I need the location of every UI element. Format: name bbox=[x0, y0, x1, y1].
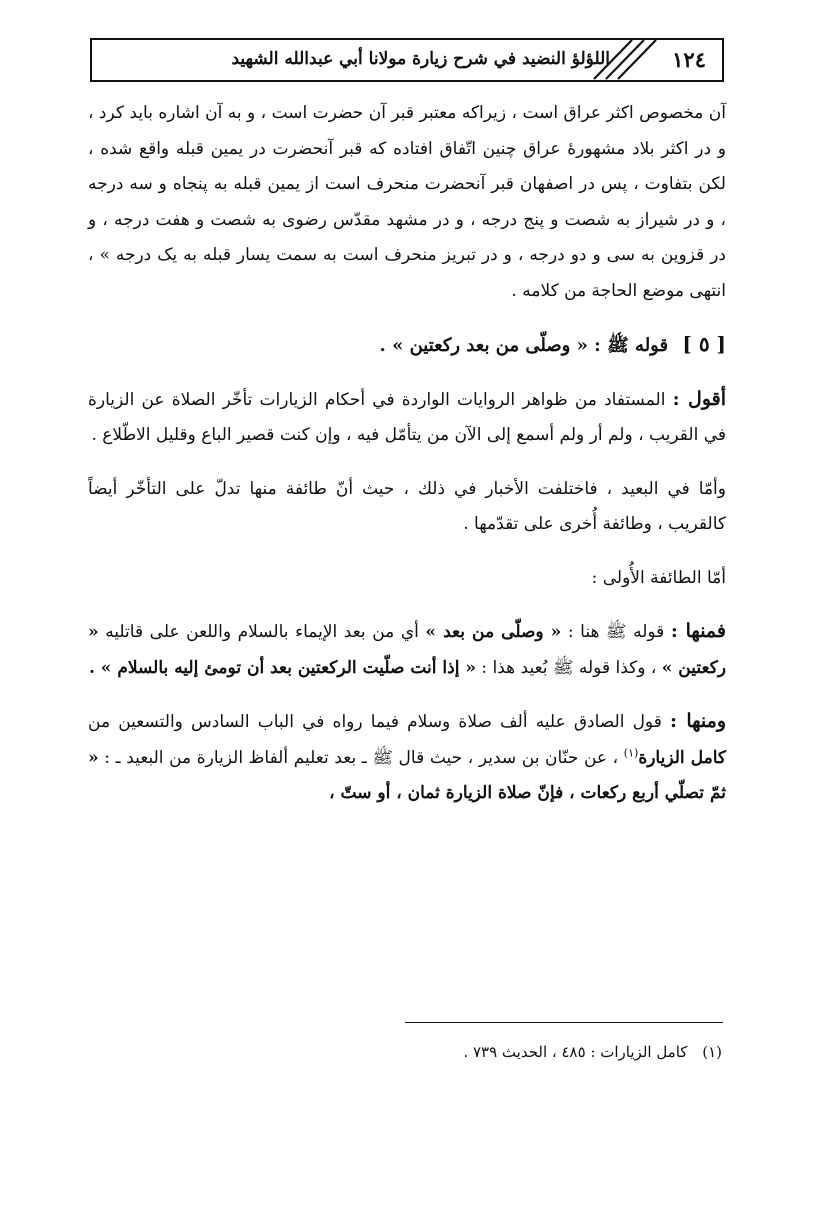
section-quote: « وصلّى من بعد ركعتين » . bbox=[379, 335, 588, 356]
section-heading bbox=[88, 327, 726, 364]
footnote-reference[interactable]: (١) bbox=[623, 745, 639, 759]
paragraph-text: المستفاد من ظواهر الروايات الواردة في أحكام الزيارات تأخّر الصلاة عن الزيارة في القريب ، ولم أر ولم أسمع إلى الآن من يتأمّل فيه ، وإن كنت قصير الباع وقليل الاطّلاع . bbox=[88, 389, 726, 445]
footnote-divider bbox=[405, 1022, 723, 1023]
quote-bold: « إذا أنت صلّيت الركعتين بعد أن تومئ إليه بالسلام » . bbox=[88, 657, 476, 678]
footnote bbox=[88, 1038, 722, 1066]
paragraph-text: قول الصادق عليه ألف صلاة وسلام فيما رواه في الباب السادس والتسعين من bbox=[88, 712, 662, 732]
page-body bbox=[88, 96, 726, 812]
running-header bbox=[90, 38, 724, 82]
paragraph-distant: وأمّا في البعيد ، فاختلفت الأخبار في ذلك ، حيث أنّ طائفة منها تدلّ على التأخّر أيضاً كالقريب ، وطائفة أُخرى على تقدّمها . bbox=[88, 478, 726, 534]
paragraph-fa-minha bbox=[88, 614, 726, 686]
paragraph-first-group: أمّا الطائفة الأُولى : bbox=[591, 567, 726, 588]
paragraph-text: قوله ﷺ هنا : bbox=[567, 622, 665, 642]
header-title: اللؤلؤ النضيد في شرح زيارة مولانا أبي عبدالله الشهيد bbox=[231, 49, 610, 69]
quote-bold: « وصلّى من بعد » bbox=[425, 622, 562, 642]
lead-word: ومنها : bbox=[670, 710, 727, 732]
quote-bold: « ثمّ تصلّي أربع ركعات ، فإنّ صلاة الزيارة ثمان ، أو ستّ ، bbox=[88, 747, 726, 803]
paragraph-aqulu bbox=[88, 382, 726, 454]
paragraph-wa-minha bbox=[88, 704, 726, 812]
page-number: ١٢٤ bbox=[672, 47, 706, 72]
section-number: [ ٥ ] bbox=[682, 332, 726, 356]
paragraph-persian-quote: آن مخصوص اكثر عراق است ، زيراكه معتبر قبر آن حضرت است ، و به آن اشاره بايد كرد ، و در اكثر بلاد مشهورهٔ عراق چنين اتّفاق افتاده كه قبر آنحضرت در يمين قبله واقع شده ، لكن بتفاوت ، پس در اصفهان قبر آنحضرت منحرف است از يمين قبله به پنجاه و سه درجه ، و در شيراز به شصت و پنج درجه ، و در مشهد مقدّس رضوى به شصت و هفت درجه ، و در قزوين به سى و دو درجه ، و در تبريز منحرف است به سمت يسار قبله به يک درجه » ، انتهى موضع الحاجة من كلامه . bbox=[88, 103, 726, 301]
section-intro: قوله ﷺ : bbox=[594, 335, 669, 356]
lead-word: أقول : bbox=[672, 387, 726, 410]
paragraph-text: ، عن حنّان بن سدير ، حيث قال ﷺ ـ بعد تعليم ألفاظ الزيارة من البعيد ـ : bbox=[104, 747, 619, 768]
lead-word: فمنها : bbox=[670, 620, 726, 642]
footnote-marker: (١) bbox=[702, 1043, 722, 1061]
book-title: كامل الزيارة bbox=[638, 747, 727, 768]
paragraph-text: أي من بعد الإيماء بالسلام واللعن على قاتليه bbox=[105, 622, 419, 642]
paragraph-text: ، وكذا قوله ﷺ بُعيد هذا : bbox=[481, 657, 657, 678]
footnote-text: كامل الزيارات : ٤٨٥ ، الحديث ٧٣٩ . bbox=[463, 1043, 688, 1061]
quote-bold: « ركعتين » bbox=[88, 622, 726, 678]
